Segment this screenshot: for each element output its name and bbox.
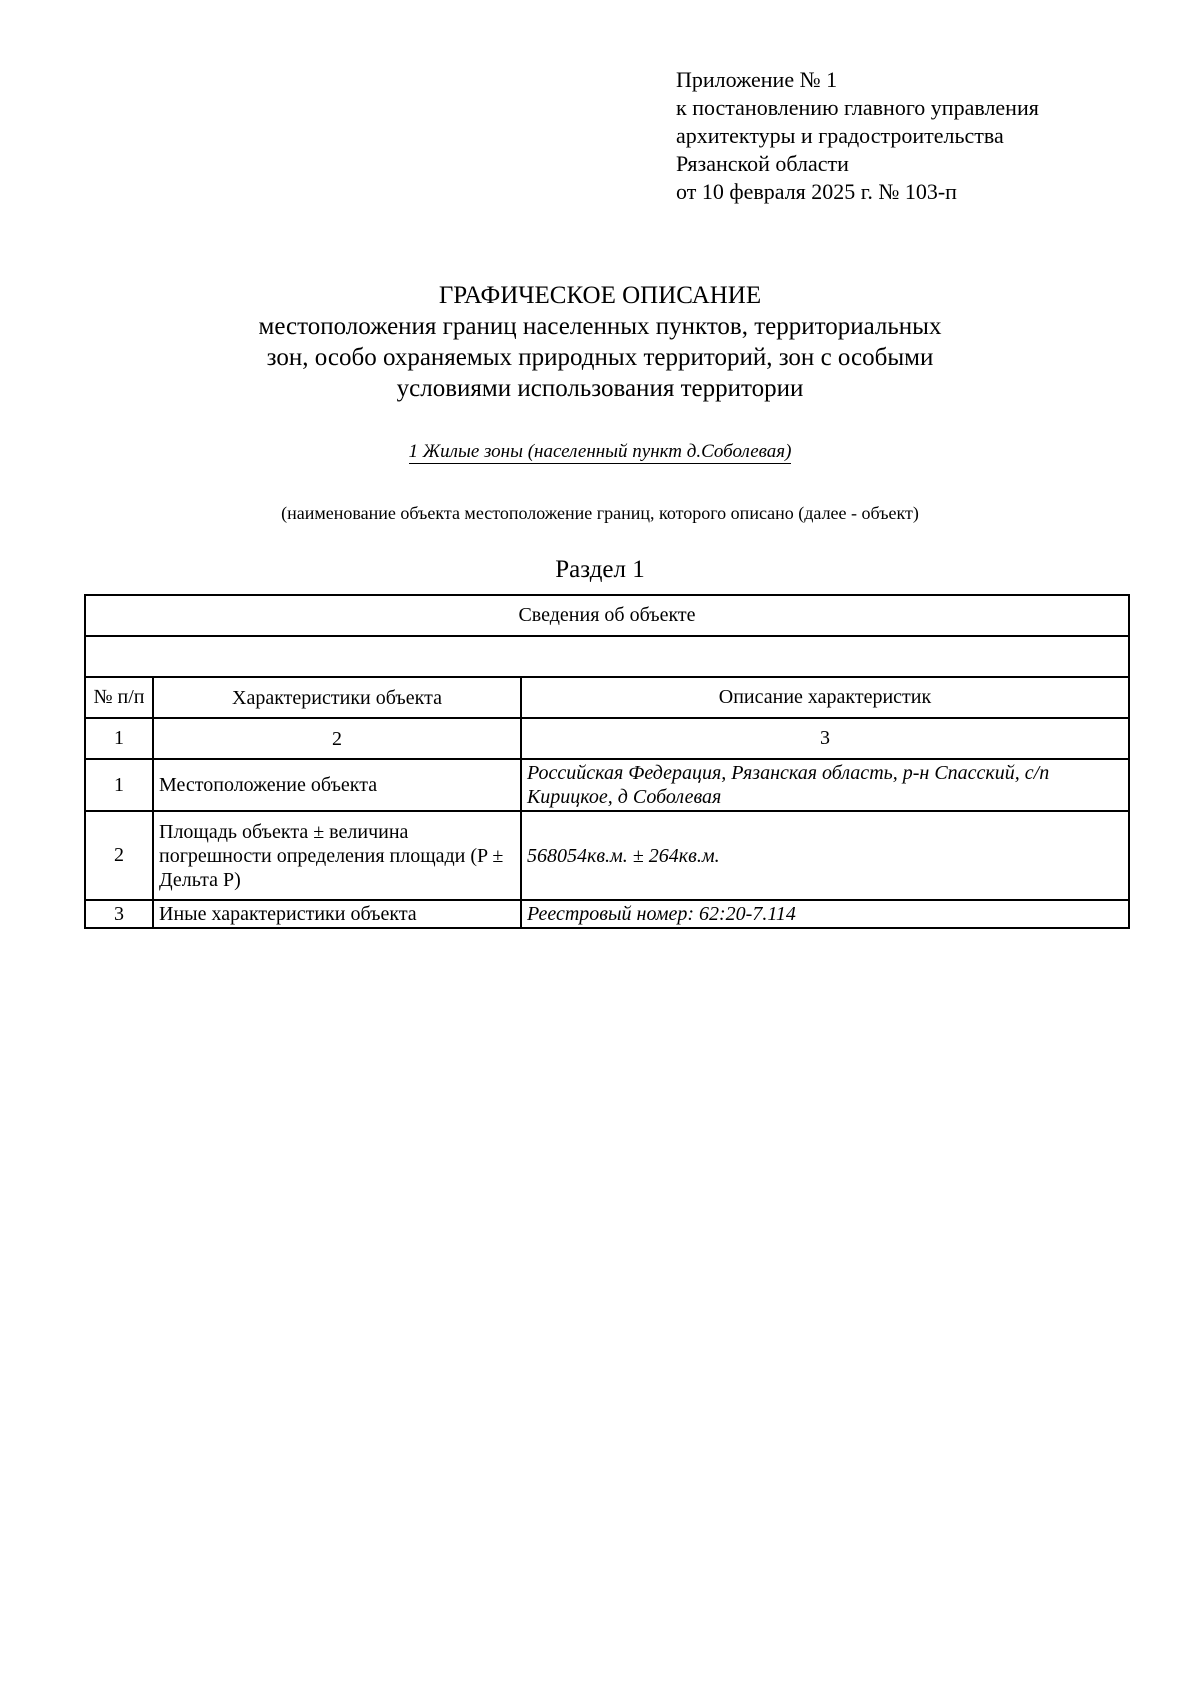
table-header-row <box>85 595 1129 636</box>
column-header-description: Описание характеристик <box>521 677 1129 718</box>
row-num: 2 <box>85 811 153 900</box>
row-num: 1 <box>85 759 153 811</box>
title-line: ГРАФИЧЕСКОЕ ОПИСАНИЕ <box>438 282 762 309</box>
column-number: 1 <box>85 718 153 759</box>
row-description: 568054кв.м. ± 264кв.м. <box>521 811 1129 900</box>
table-empty-cell <box>85 636 1129 677</box>
table-row <box>85 811 1129 900</box>
column-number: 2 <box>153 718 521 759</box>
table-header: Сведения об объекте <box>85 595 1129 636</box>
appendix-block <box>676 66 1039 206</box>
title-line: зон, особо охраняемых природных территорий, зон с особыми <box>266 344 934 371</box>
table-row <box>85 900 1129 928</box>
table-column-numbers <box>85 718 1129 759</box>
appendix-line: от 10 февраля 2025 г. № 103-п <box>676 179 957 204</box>
table-empty-row <box>85 636 1129 677</box>
object-name-text: 1 Жилые зоны (населенный пункт д.Соболевая) <box>408 441 792 462</box>
section-title: Раздел 1 <box>555 556 645 583</box>
title-line: условиями использования территории <box>396 375 804 402</box>
appendix-line: архитектуры и градостроительства <box>676 123 1004 148</box>
appendix-line: к постановлению главного управления <box>676 95 1039 120</box>
object-caption: (наименование объекта местоположение границ, которого описано (далее - объект) <box>281 503 919 523</box>
object-name <box>0 441 1200 463</box>
object-info-table <box>84 594 1130 929</box>
row-description: Российская Федерация, Рязанская область, р-н Спасский, с/п Кирицкое, д Соболевая <box>521 759 1129 811</box>
column-number: 3 <box>521 718 1129 759</box>
row-description: Реестровый номер: 62:20-7.114 <box>521 900 1129 928</box>
column-header-characteristic: Характеристики объекта <box>153 677 521 718</box>
appendix-line: Рязанской области <box>676 151 849 176</box>
appendix-line: Приложение № 1 <box>676 67 838 92</box>
row-num: 3 <box>85 900 153 928</box>
row-characteristic: Местоположение объекта <box>153 759 521 811</box>
document-title <box>0 280 1200 404</box>
table-column-headers <box>85 677 1129 718</box>
row-characteristic: Иные характеристики объекта <box>153 900 521 928</box>
column-header-num: № п/п <box>85 677 153 718</box>
title-line: местоположения границ населенных пунктов, территориальных <box>258 313 942 340</box>
table-row <box>85 759 1129 811</box>
row-characteristic: Площадь объекта ± величина погрешности определения площади (P ± Дельта P) <box>153 811 521 900</box>
